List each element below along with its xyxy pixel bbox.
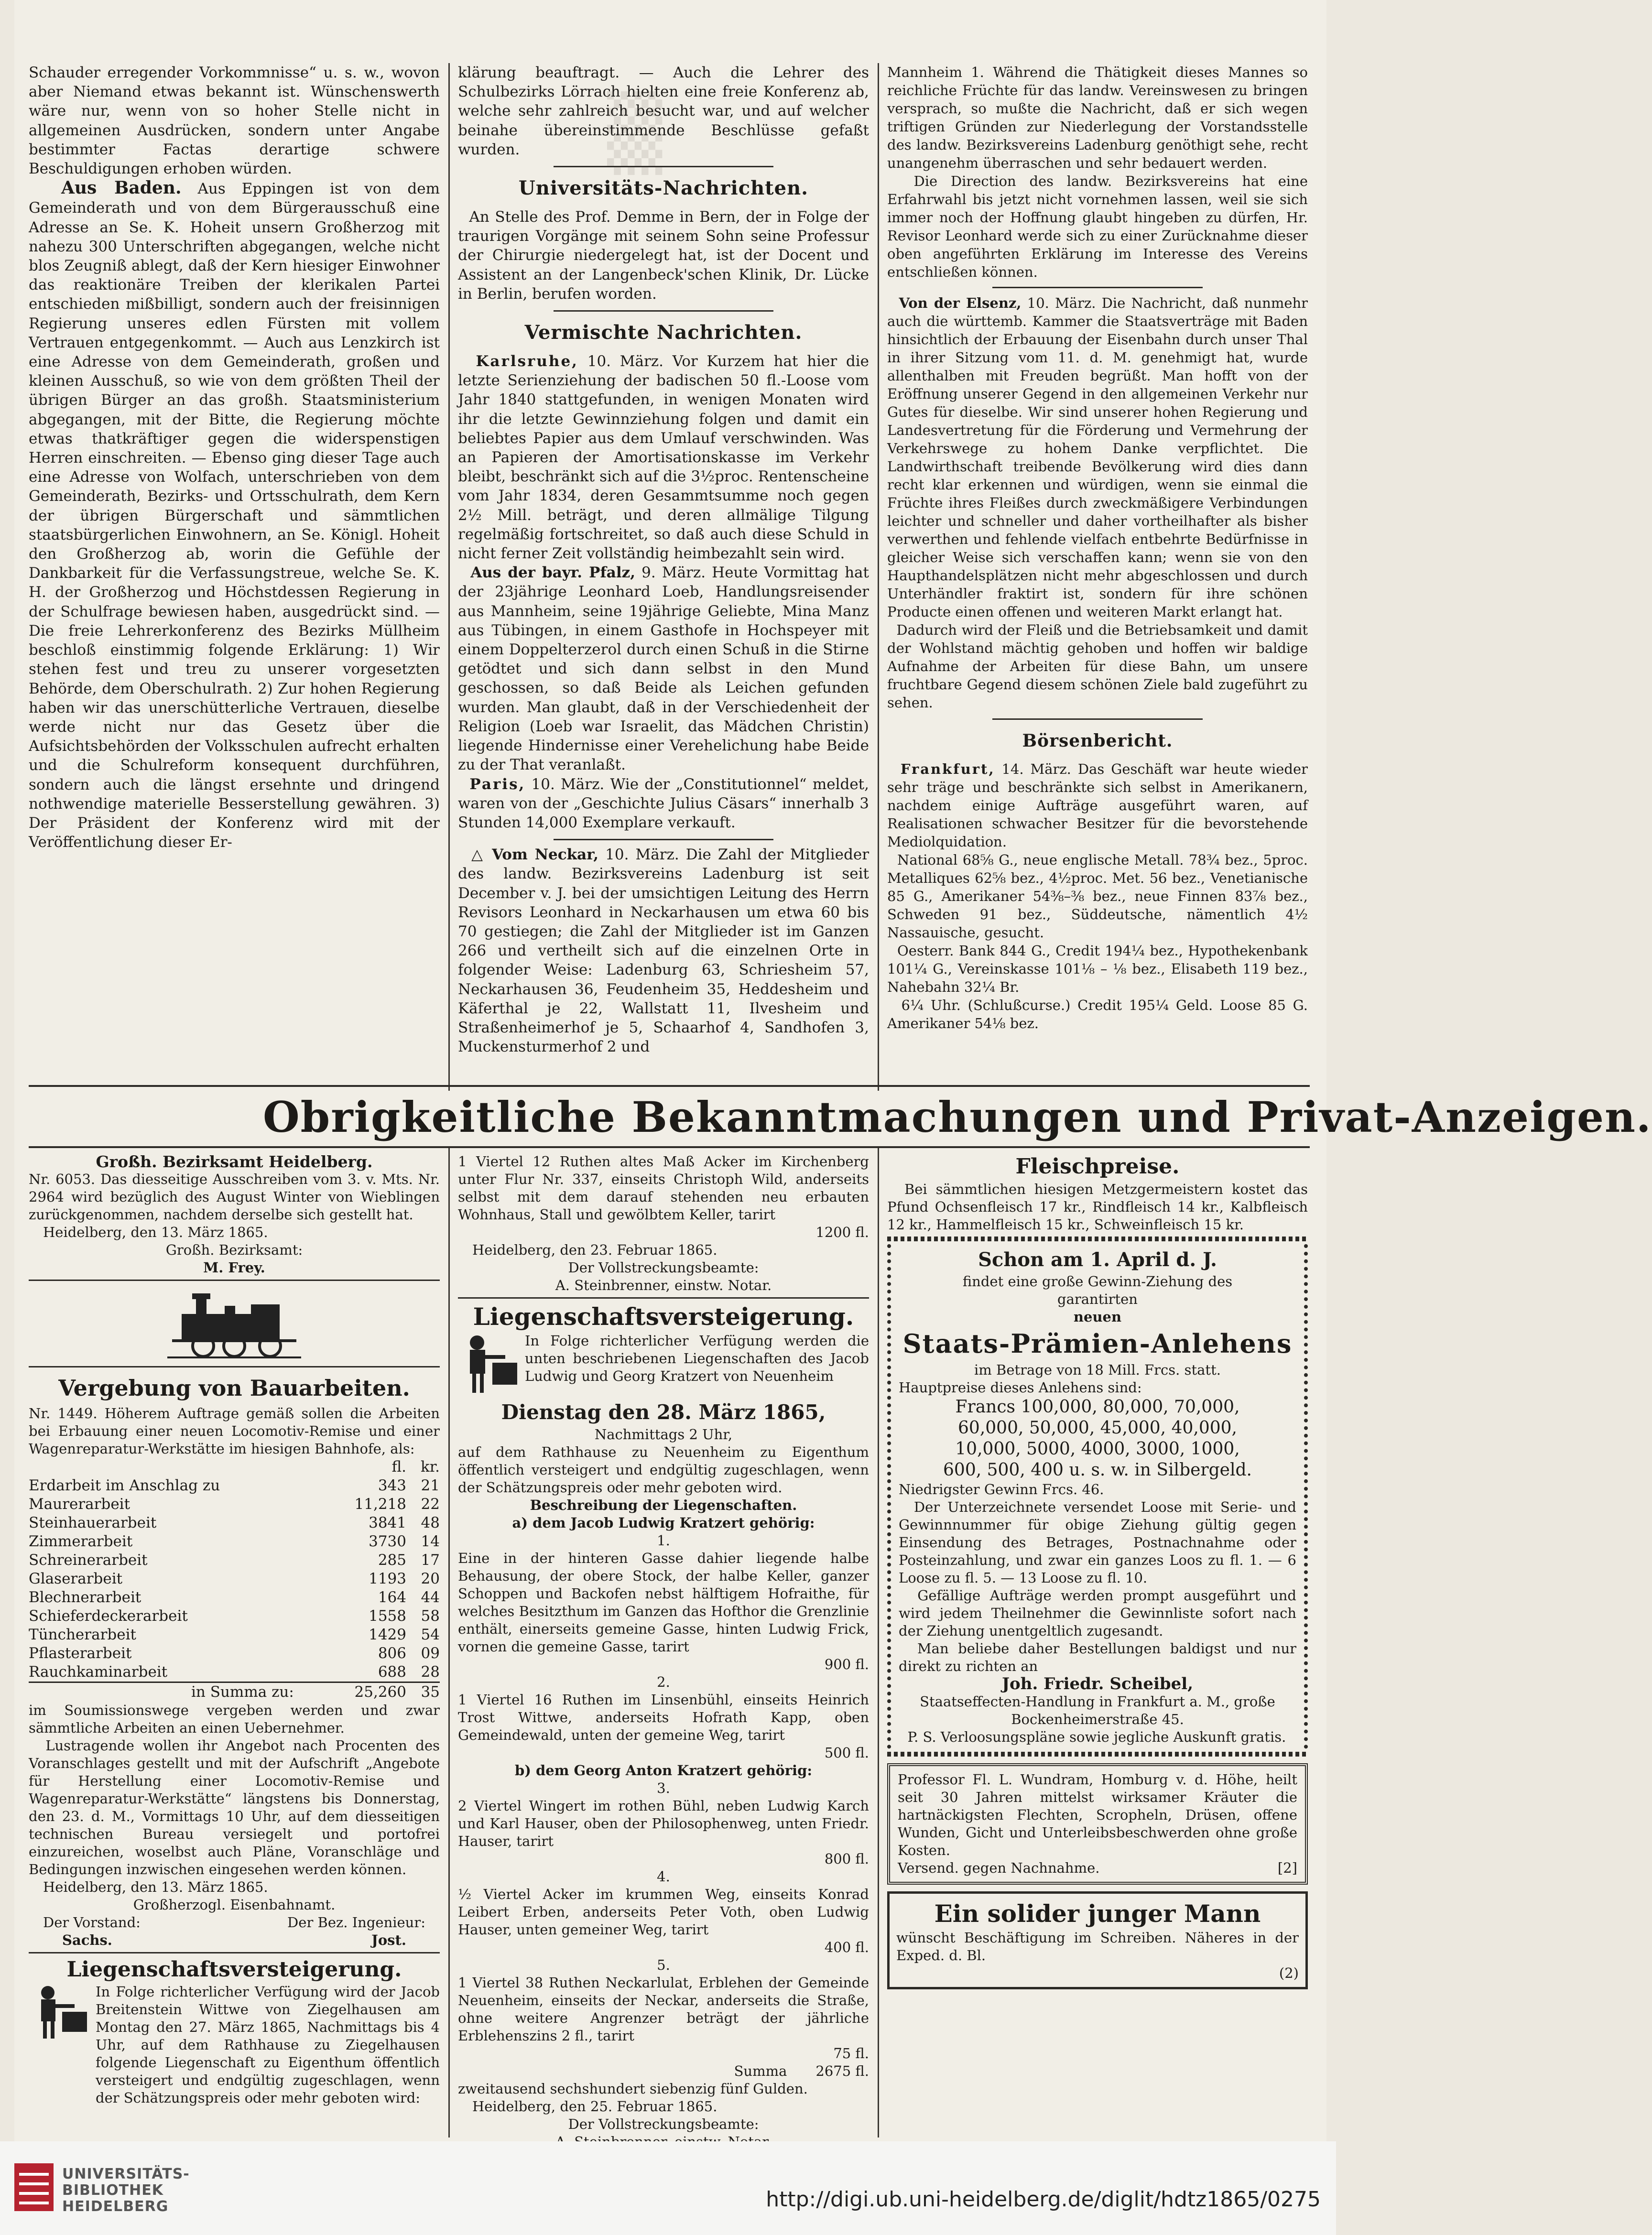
signer: A. Steinbrenner, einstw. Notar. bbox=[555, 1277, 772, 1293]
lottery-prizes: 60,000, 50,000, 45,000, 40,000, bbox=[958, 1418, 1237, 1438]
lottery-line: neuen bbox=[1073, 1309, 1122, 1325]
ad-column-2 bbox=[458, 1153, 869, 2137]
paragraph: auf dem Rathhause zu Neuenheim zu Eigenthum öffentlich versteigert und endgültig zugeschlagen, wenn der Schätzungspreis oder mehr geboten wird. bbox=[458, 1444, 869, 1496]
date-line: Heidelberg, den 13. März 1865. bbox=[43, 1224, 268, 1240]
divider bbox=[992, 718, 1203, 720]
lottery-line: garantirten bbox=[1057, 1291, 1138, 1307]
signer: M. Frey. bbox=[203, 1259, 265, 1276]
banner-rule-bottom bbox=[29, 1146, 1310, 1148]
lottery-line: Hauptpreise dieses Anlehens sind: bbox=[899, 1379, 1142, 1396]
paragraph: Frankfurt, 14. März. Das Geschäft war heute wieder sehr träge und beschränkte sich selbst in Amerikanern, nachdem einige Aufträge ausgeführt waren, auf Realisationen schwacher Besitzer für die bevorstehende Mediolquidation. bbox=[887, 761, 1308, 850]
paragraph: Oesterr. Bank 844 G., Credit 194¼ bez., Hypothekenbank 101¼ G., Vereinskasse 101⅛ – ⅛ bez., Elisabeth 119 bez., Nahebahn 32¼ Br. bbox=[887, 943, 1308, 995]
auction-time: Nachmittags 2 Uhr, bbox=[594, 1426, 733, 1443]
divider bbox=[29, 1366, 440, 1367]
table-row: Rauchkaminarbeit 688 28 bbox=[29, 1663, 440, 1681]
section-heading: Börsenbericht. bbox=[1022, 731, 1173, 751]
price: 800 fl. bbox=[824, 1851, 869, 1867]
signature-row: Der Vorstand: Der Bez. Ingenieur: bbox=[43, 1914, 425, 1931]
subheading: Beschreibung der Liegenschaften. bbox=[530, 1497, 797, 1513]
table-row: Zimmerarbeit 3730 14 bbox=[29, 1533, 440, 1550]
job-ad bbox=[887, 1891, 1308, 1989]
section-heading: Vermischte Nachrichten. bbox=[524, 321, 803, 344]
paragraph: Schauder erregender Vorkommnisse“ u. s. w., wovon aber Niemand etwas bekannt ist. Wünschenswerth wäre nur, wenn von so hoher Stelle nicht in allgemeinen Ausdrücken, sondern unter Angabe bestimmter Factas derartige schwere Beschuldigungen erhoben würden. bbox=[29, 64, 440, 178]
table-row: Steinhauerarbeit 3841 48 bbox=[29, 1514, 440, 1531]
price: 900 fl. bbox=[824, 1656, 869, 1672]
paragraph: wünscht Beschäftigung im Schreiben. Näheres in der Exped. d. Bl. bbox=[896, 1930, 1299, 1964]
paragraph: △ Vom Neckar, 10. März. Die Zahl der Mitglieder des landw. Bezirksvereins Ladenburg ist seit December v. J. bei der umsichtigen Leitung des Herrn Revisors Leonhard in Neckarhausen um etwa 60 bis 70 gestiegen; die Zahl der Mitglieder ist im Ganzen 266 und vertheilt sich auf die einzelnen Orte in folgender Weise: Ladenburg 63, Schriesheim 57, Neckarhausen 36, Feudenheim 35, Heddesheim und Käferthal je 22, Wallstatt 11, Ilvesheim und Straßenheimerhof je 5, Schaarhof 4, Sandhofen 3, Muckensturmerhof 2 und bbox=[458, 846, 869, 1056]
paragraph: Aus der bayr. Pfalz, 9. März. Heute Vormittag hat der 23jährige Leonhard Loeb, Handlungsreisender aus Mannheim, seine 19jährige Geliebte, Mina Manz aus Tübingen, in einem Gasthofe in Hochspeyer mit einem Doppelterzerol durch einen Schuß in die Stirne getödtet und sich dann selbst in den Mund geschossen, so daß Beide als Leichen gefunden wurden. Man glaubt, daß in der Verschiedenheit der Religion (Loeb war Israelit, das Mädchen Christin) liegende Hindernisse einer Verehelichung habe Beide zu der That veranlaßt. bbox=[458, 564, 869, 774]
paragraph: Nr. 1449. Höherem Auftrage gemäß sollen die Arbeiten bei Erbauung einer neuen Locomotiv-Remise und einer Wagenreparatur-Werkstätte im hiesigen Bahnhofe, als: bbox=[29, 1405, 440, 1457]
job-ad-heading: Ein solider junger Mann bbox=[934, 1899, 1261, 1928]
table-header-row: fl. kr. bbox=[391, 1458, 440, 1476]
banner-rule-top bbox=[29, 1085, 1310, 1087]
paragraph: An Stelle des Prof. Demme in Bern, der in Folge der traurigen Vorgänge mit seinem Sohn seine Professur der Chirurgie niedergelegt hat, ist der Docent und Assistent an der Langenbeck'schen Klinik, Dr. Lücke in Berlin, berufen worden. bbox=[458, 208, 869, 303]
paragraph: Eine in der hinteren Gasse dahier liegende halbe Behausung, der obere Stock, der halbe Keller, ganzer Schoppen und Backofen nebst hälftigem Hofraithe, für welches Besitzthum im Ganzen das Hofthor die Grenzlinie enthält, einerseits gemeine Gasse, hinten Ludwig Frick, vornen die gemeine Gasse, tarirt bbox=[458, 1550, 869, 1655]
paragraph: ½ Viertel Acker im krummen Weg, einseits Konrad Leibert Erben, anderseits Peter Voth, oben Ludwig Hauser, unten gemeiner Weg, tarirt bbox=[458, 1886, 869, 1938]
lottery-title: Staats-Prämien-Anlehens bbox=[902, 1328, 1293, 1359]
signoff: Großherzogl. Eisenbahnamt. bbox=[133, 1897, 336, 1913]
paragraph: Mannheim 1. Während die Thätigkeit dieses Mannes so reichliche Früchte für das landw. Vereinswesen zu bringen versprach, so mußte die Nachricht, daß er sich wegen triftigen Gründen zur Niederlegung der Vorstandsstelle des landw. Bezirksvereins Ladenburg genöthigt sehe, recht unangenehm überraschen und sehr bedauert werden. bbox=[887, 64, 1308, 171]
table-row: Pflasterarbeit 806 09 bbox=[29, 1645, 440, 1662]
newspaper-page bbox=[14, 0, 1652, 2141]
paragraph: Nr. 6053. Das diesseitige Ausschreiben vom 3. v. Mts. Nr. 2964 wird bezüglich des August Winter von Wieblingen zurückgenommen, nachdem derselbe sich gestellt hat. bbox=[29, 1171, 440, 1223]
paragraph: 6¼ Uhr. (Schlußcurse.) Credit 195¼ Geld. Loose 85 G. Amerikaner 54⅛ bez. bbox=[887, 997, 1308, 1031]
column-divider bbox=[878, 63, 879, 1091]
paragraph: im Soumissionswege vergeben werden und zwar sämmtliche Arbeiten an einen Uebernehmer. bbox=[29, 1702, 440, 1736]
paragraph: Bei sämmtlichen hiesigen Metzgermeistern kostet das Pfund Ochsenfleisch 17 kr., Rindfleisch 14 kr., Kalbfleisch 12 kr., Hammelfleisch 15 kr., Schweinfleisch 15 kr. bbox=[887, 1181, 1308, 1233]
signoff: Großh. Bezirksamt: bbox=[165, 1242, 303, 1258]
advertiser-name: Joh. Friedr. Scheibel, bbox=[1001, 1674, 1194, 1693]
source-url[interactable]: http://digi.ub.uni-heidelberg.de/diglit/hdtz1865/0275 bbox=[766, 2187, 1321, 2212]
bleed-through-mark: ▒ bbox=[607, 91, 663, 175]
lottery-prizes: Francs 100,000, 80,000, 70,000, bbox=[955, 1397, 1240, 1417]
subheading: b) dem Georg Anton Kratzert gehörig: bbox=[514, 1762, 813, 1779]
item-number: 4. bbox=[657, 1868, 670, 1885]
paragraph: Von der Elsenz, 10. März. Die Nachricht, daß nunmehr auch die württemb. Kammer die Staatsverträge mit Baden hinsichtlich der Erbauung der Eisenbahn durch unser Thal in ihrer Sitzung vom 11. d. M. genehmigt hat, wurde allenthalben mit Freuden begrüßt. Man hofft von der Eröffnung unserer Gegend in den allgemeinen Verkehr nur Gutes für dieselbe. Wir sind unserer hohen Regierung und Landesvertretung für die Förderung und Vermehrung der Verkehrswege zu hohem Danke verpflichtet. Die Landwirthschaft treibende Bevölkerung wird dies dann recht klar erkennen und würdigen, wenn sie einmal die Früchte ihres Fleißes durch zweckmäßigere Verbindungen leichter und schneller und daher vortheilhafter als bisher verwerthen und fehlende vielfach entbehrte Bedürfnisse in gleicher Weise sich verschaffen kann; wenn sie von den Haupthandelsplätzen nicht mehr abgeschlossen und durch Unterhändler fraktirt ist, sondern für ihre schönen Producte einen offenen und weiteren Markt erlangt hat. bbox=[887, 295, 1308, 620]
date-line: Heidelberg, den 25. Februar 1865. bbox=[472, 2098, 717, 2115]
column-divider bbox=[448, 1148, 450, 2137]
locomotive-illustration bbox=[29, 1288, 440, 1359]
table-row: Erdarbeit im Anschlag zu 343 21 bbox=[29, 1477, 440, 1494]
paragraph: Paris, 10. März. Wie der „Constitutionnel“ meldet, waren von der „Geschichte Julius Cäsars“ innerhalb 3 Stunden 14,000 Exemplare verkauft. bbox=[458, 775, 869, 831]
paragraph: In Folge richterlicher Verfügung wird der Jacob Breitenstein Wittwe von Ziegelhausen am Montag den 27. März 1865, Nachmittags bis 4 Uhr, auf dem Rathhause zu Ziegelhausen folgende Liegenschaft zu Eigenthum öffentlich versteigert und endgültig zugeschlagen, wenn der Schätzungspreis oder mehr geboten wird: bbox=[96, 1984, 440, 2106]
column-2 bbox=[458, 63, 869, 1086]
wundram-ad bbox=[887, 1763, 1308, 1885]
divider bbox=[554, 839, 773, 840]
column-1 bbox=[29, 63, 440, 1086]
subheading: a) dem Jacob Ludwig Kratzert gehörig: bbox=[512, 1515, 815, 1531]
auction-date: Dienstag den 28. März 1865, bbox=[501, 1400, 826, 1424]
paragraph: 1 Viertel 12 Ruthen altes Maß Acker im Kirchenberg unter Flur Nr. 337, einseits Christoph Wild, anderseits selbst mit dem darauf stehenden neu erbauten Wohnhaus, Stall und gewölbtem Keller, tarirt bbox=[458, 1153, 869, 1223]
table-row: Blechnerarbeit 164 44 bbox=[29, 1589, 440, 1606]
paragraph: P. S. Verloosungspläne sowie jegliche Auskunft gratis. bbox=[907, 1729, 1286, 1745]
divider bbox=[992, 287, 1203, 288]
signoff: Der Vollstreckungsbeamte: bbox=[568, 2116, 759, 2132]
paragraph: National 68⅝ G., neue englische Metall. 78¾ bez., 5proc. Metalliques 62⅝ bez., 4½proc. Met. 56 bez., Venetianische 85 G., Amerikaner 54⅜–⅜ bez., neue Finnen 83⅞ bez., Schweden 91 bez., Süddeutsche, nämentlich 4½ Nassauische, gesucht. bbox=[887, 852, 1308, 941]
lottery-line: findet eine große Gewinn-Ziehung des bbox=[962, 1273, 1233, 1290]
table-row: Schieferdeckerarbeit 1558 58 bbox=[29, 1607, 440, 1625]
paragraph: Lustragende wollen ihr Angebot nach Procenten des Voranschlages gestellt und mit der Aufschrift „Angebote für Herstellung einer Locomotiv-Remise und Wagenreparatur-Werkstätte“ längstens bis Donnerstag, den 23. d. M., Vormittags 10 Uhr, auf dem diesseitigen technischen Bureau versiegelt und portofrei einzureichen, woselbst auch Pläne, Voranschläge und Bedingungen inzwischen eingesehen werden können. bbox=[29, 1737, 440, 1877]
ad-column-3 bbox=[887, 1153, 1308, 2137]
divider bbox=[458, 1297, 869, 1299]
table-row: Glaserarbeit 1193 20 bbox=[29, 1570, 440, 1587]
paragraph: Professor Fl. L. Wundram, Homburg v. d. Höhe, heilt seit 30 Jahren mittelst wirksamer Kräuter die hartnäckigsten Flechten, Scropheln, Drüsen, offene Wunden, Gicht und Unterleibsbeschwerden ohne große Kosten. bbox=[898, 1771, 1297, 1858]
divider bbox=[554, 310, 773, 312]
library-name: UNIVERSITÄTS- BIBLIOTHEK HEIDELBERG bbox=[62, 2166, 190, 2215]
column-divider bbox=[878, 1148, 879, 2137]
paragraph: klärung beauftragt. — Auch die Lehrer des Schulbezirks Lörrach hielten eine freie Konferenz ab, welche sehr zahlreich besucht war, und auf welcher beinahe übereinstimmende Beschlüsse gefaßt wurden. bbox=[458, 64, 869, 158]
date-line: Heidelberg, den 23. Februar 1865. bbox=[472, 1242, 717, 1258]
lottery-line: Schon am 1. April d. J. bbox=[978, 1248, 1217, 1271]
date-line: Heidelberg, den 13. März 1865. bbox=[43, 1879, 268, 1895]
item-number: 1. bbox=[657, 1532, 670, 1549]
ad-footer-row: Versend. gegen Nachnahme. [2] bbox=[898, 1860, 1297, 1876]
table-row: Tüncherarbeit 1429 54 bbox=[29, 1626, 440, 1643]
section-heading: Universitäts-Nachrichten. bbox=[518, 177, 809, 200]
auction-block bbox=[458, 1332, 869, 1399]
price: 400 fl. bbox=[824, 1939, 869, 1955]
paragraph: Die Direction des landw. Bezirksvereins hat eine Erfahrwahl bis jetzt nicht vornehmen lassen, weil sie sich immer noch der Hoffnung glaubt hingeben zu dürfen, Hr. Revisor Leonhard werde sich zu einer Zurücknahme dieser oben angeführten Erklärung im Interesse des Vereins entschließen können. bbox=[887, 173, 1308, 280]
lottery-prizes: 600, 500, 400 u. s. w. in Silbergeld. bbox=[943, 1460, 1252, 1480]
ad-column-1 bbox=[29, 1153, 440, 2137]
paragraph: Man beliebe daher Bestellungen baldigst und nur direkt zu richten an bbox=[899, 1640, 1296, 1674]
price: 500 fl. bbox=[824, 1745, 869, 1761]
ad-number: (2) bbox=[1279, 1965, 1299, 1981]
lottery-ad bbox=[887, 1244, 1308, 1749]
university-library-logo-icon bbox=[14, 2163, 54, 2211]
section-heading: Liegenschaftsversteigerung. bbox=[473, 1302, 854, 1331]
divider bbox=[29, 1280, 440, 1281]
sum-row: Summa 2675 fl. bbox=[734, 2063, 869, 2079]
price: 75 fl. bbox=[833, 2045, 869, 2061]
section-heading: Vergebung von Bauarbeiten. bbox=[58, 1375, 410, 1401]
auctioneer-icon bbox=[458, 1332, 520, 1399]
item-number: 5. bbox=[657, 1957, 670, 1973]
lottery-prizes: 10,000, 5000, 4000, 3000, 1000, bbox=[955, 1439, 1240, 1459]
office-heading: Großh. Bezirksamt Heidelberg. bbox=[96, 1152, 373, 1171]
paragraph: Aus Baden. Aus Eppingen ist von dem Gemeinderath und von dem Bürgerausschuß eine Adresse an Se. K. Hoheit unsern Großherzog mit nahezu 300 Unterschriften abgegangen, welche nicht blos Zeugniß ablegt, daß der Kern hiesiger Einwohner das reaktionäre Treiben der klerikalen Partei entschieden mißbilligt, sondern auch der freisinnigen Regierung unseres edlen Fürsten mit vollem Vertrauen entgegenkommt. — Auch aus Lenzkirch ist eine Adresse von dem Gemeinderath, großen und kleinen Ausschuß, so wie von dem größten Theil der übrigen Bürger an das großh. Staatsministerium abgegangen, mit der Bitte, die Regierung möchte etwas thatkräftiger gegen die widerspenstigen Herren einschreiten. — Ebenso ging dieser Tage auch eine Adresse von Wolfach, unterschrieben von dem Gemeinderath, Bezirks- und Ortsschulrath, dem Kern der übrigen Bürgerschaft und sämmtlichen staatsbürgerlichen Einwohnern, an Se. Königl. Hoheit den Großherzog ab, worin die Gefühle der Dankbarkeit für die Verfassungstreue, welche Se. K. H. der Großherzog und Höchstdessen Regierung in der Schulfrage bewiesen haben, ausgedrückt sind. — Die freie Lehrerkonferenz des Bezirks Müllheim beschloß einstimmig folgende Erklärung: 1) Wir stehen fest und treu zu unserer vorgesetzten Behörde, dem Oberschulrath. 2) Zur hohen Regierung haben wir das unerschütterliche Vertrauen, dieselbe werde nicht nur das Gesetz über die Aufsichtsbehörden der Volksschulen aufrecht erhalten und die Schulreform konsequent durchführen, sondern auch die längst ersehnte und dringend nothwendige materielle Besserstellung gewähren. 3) Der Präsident der Konferenz wird mit der Veröffentlichung dieser Er- bbox=[29, 178, 440, 851]
paragraph: 1 Viertel 38 Ruthen Neckarlulat, Erblehen der Gemeinde Neuenheim, einseits der Neckar, anderseits die Straße, ohne weitere Angrenzer beträgt der jährliche Erblehenszins 2 fl., tarirt bbox=[458, 1975, 869, 2044]
item-number: 3. bbox=[657, 1780, 670, 1796]
table-row: Maurerarbeit 11,218 22 bbox=[29, 1496, 440, 1513]
signature-row: Sachs. Jost. bbox=[62, 1932, 406, 1948]
section-heading: Liegenschaftsversteigerung. bbox=[66, 1957, 402, 1982]
locomotive-icon bbox=[163, 1288, 306, 1359]
advertiser-address: Staatseffecten-Handlung in Frankfurt a. M., große Bockenheimerstraße 45. bbox=[920, 1693, 1275, 1727]
paragraph: Karlsruhe, 10. März. Vor Kurzem hat hier die letzte Serienziehung der badischen 50 fl.-Loose vom Jahr 1840 stattgefunden, in wenigen Monaten wird ihr die letzte Gewinnziehung folgen und damit ein beliebtes Papier aus dem Umlauf verschwinden. Was an Papieren der Amortisationskasse im Verkehr bleibt, beschränkt sich auf die 3½proc. Rentenscheine vom Jahr 1834, deren Gesammtsumme noch gegen 2½ Mill. beträgt, und deren allmälige Tilgung regelmäßig fortschreitet, so daß auch diese Schuld in nicht ferner Zeit vollständig heimbezahlt sein wird. bbox=[458, 353, 869, 563]
sum-words: zweitausend sechshundert siebenzig fünf Gulden. bbox=[458, 2081, 808, 2097]
lottery-line: Niedrigster Gewinn Frcs. 46. bbox=[899, 1481, 1104, 1497]
paragraph: Dadurch wird der Fleiß und die Betriebsamkeit und damit der Wohlstand mächtig gehoben und hoffen wir baldige Aufnahme der Arbeiten für diese Bahn, um unsere fruchtbare Gegend diesem schönen Ziele bald zugeführt zu sehen. bbox=[887, 622, 1308, 711]
column-3 bbox=[887, 63, 1308, 1086]
announcements-banner: Obrigkeitliche Bekanntmachungen und Privat-Anzeigen. bbox=[263, 1092, 1652, 1142]
paragraph: Der Unterzeichnete versendet Loose mit Serie- und Gewinnnummer für obige Ziehung gültig gegen Einsendung des Betrages, Postnachnahme oder Posteinzahlung, und zwar ein ganzes Loos zu fl. 1. — 6 Loose zu fl. 5. — 13 Loose zu fl. 10. bbox=[899, 1499, 1296, 1586]
price: 1200 fl. bbox=[815, 1224, 869, 1240]
divider bbox=[554, 166, 773, 167]
divider bbox=[29, 1952, 440, 1953]
auction-block bbox=[29, 1983, 440, 2107]
paragraph: Gefällige Aufträge werden prompt ausgeführt und wird jedem Theilnehmer die Gewinnliste sofort nach der Ziehung unentgeltlich zugesandt. bbox=[899, 1587, 1296, 1639]
digitization-footer bbox=[0, 2141, 1336, 2235]
cost-table bbox=[29, 1458, 440, 1702]
table-row: Schreinerarbeit 285 17 bbox=[29, 1551, 440, 1569]
auctioneer-icon bbox=[29, 1983, 91, 2040]
table-sum-row: in Summa zu: 25,260 35 bbox=[29, 1682, 440, 1702]
section-heading: Fleischpreise. bbox=[1015, 1154, 1180, 1179]
paragraph: 1 Viertel 16 Ruthen im Linsenbühl, einseits Heinrich Trost Wittwe, anderseits Hofrath Kapp, oben Gemeindewald, unten der gemeine Weg, tarirt bbox=[458, 1692, 869, 1743]
column-divider bbox=[448, 63, 450, 1091]
signoff: Der Vollstreckungsbeamte: bbox=[568, 1259, 759, 1276]
paragraph: In Folge richterlicher Verfügung werden die unten beschriebenen Liegenschaften des Jacob Ludwig und Georg Kratzert von Neuenheim bbox=[525, 1333, 869, 1384]
ornament-border bbox=[887, 1752, 1308, 1757]
paragraph: 2 Viertel Wingert im rothen Bühl, neben Ludwig Karch und Karl Hauser, oben der Philosophenweg, unten Friedr. Hauser, tarirt bbox=[458, 1798, 869, 1849]
lottery-line: im Betrage von 18 Mill. Frcs. statt. bbox=[974, 1362, 1221, 1378]
item-number: 2. bbox=[657, 1674, 670, 1690]
ornament-border bbox=[887, 1237, 1308, 1241]
